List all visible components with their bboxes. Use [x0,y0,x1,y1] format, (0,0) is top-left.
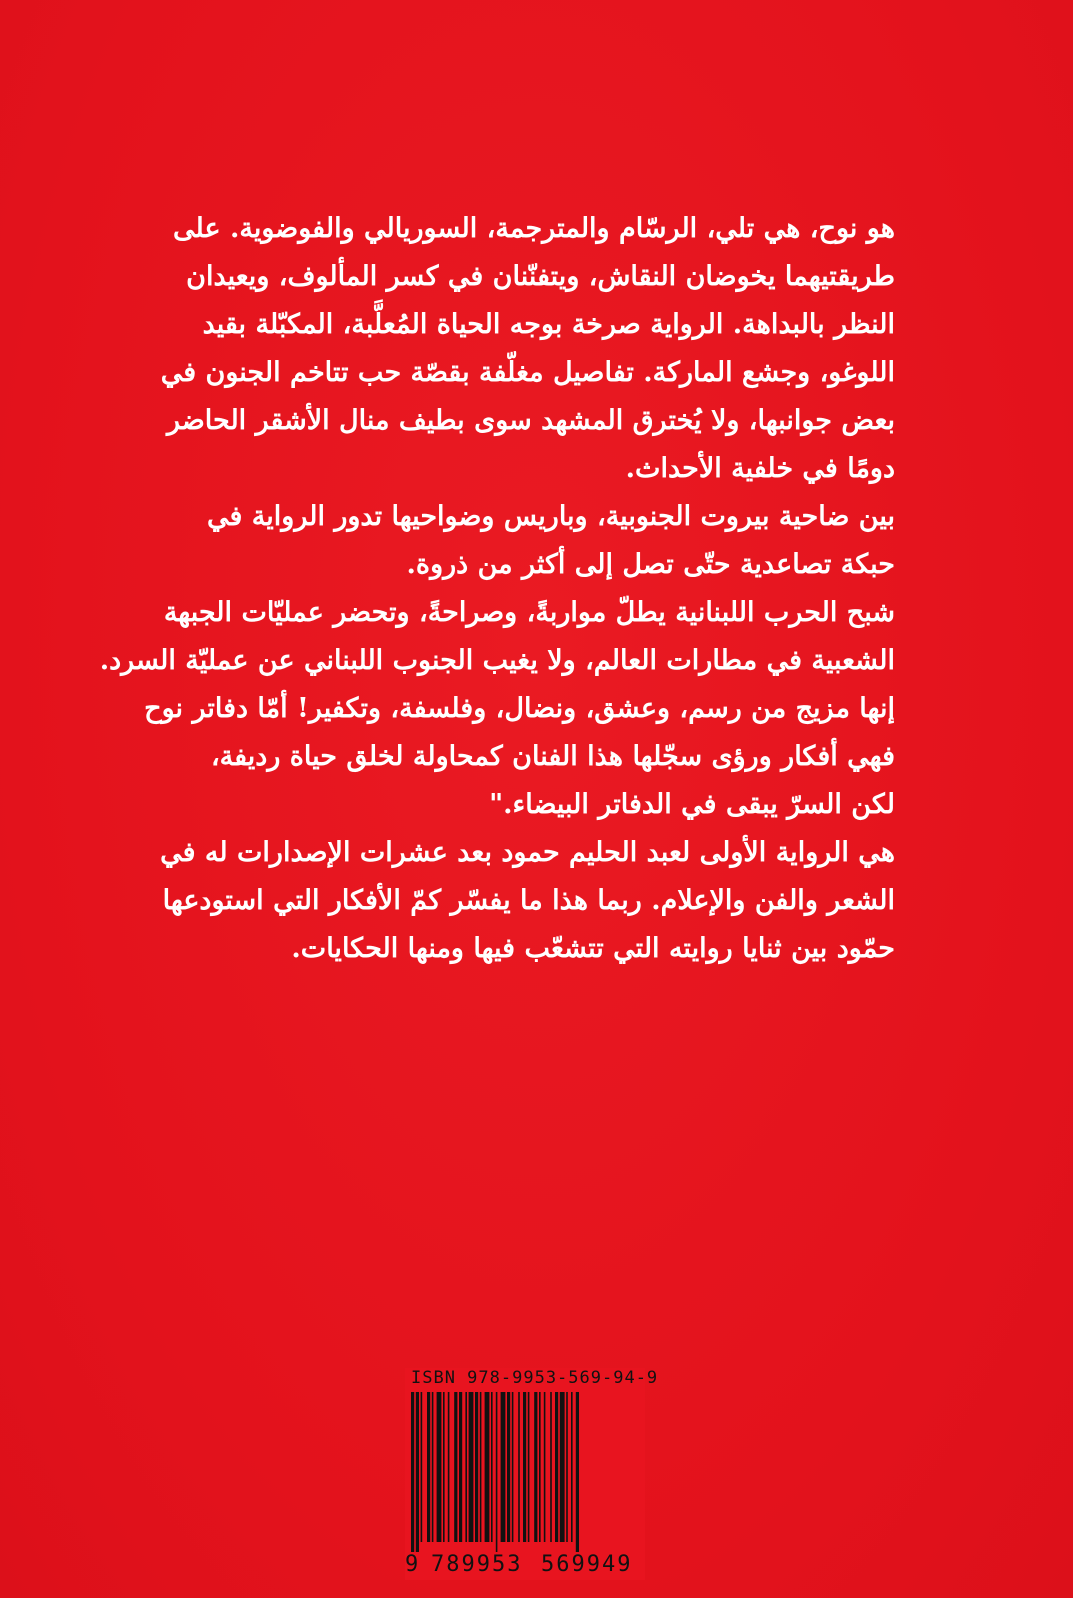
blurb-line: هي الرواية الأولى لعبد الحليم حمود بعد عشرات الإصدارات له في [160,837,895,868]
blurb-line: الشعبية في مطارات العالم، ولا يغيب الجنوب اللبناني عن عمليّة السرد. [99,645,895,676]
blurb-line: لكن السرّ يبقى في الدفاتر البيضاء." [489,789,895,820]
blurb-line: حبكة تصاعدية حتّى تصل إلى أكثر من ذروة. [406,549,895,580]
blurb-line: شبح الحرب اللبنانية يطلّ مواربةً، وصراحةً، وتحضر عمليّات الجبهة [163,597,895,628]
barcode-left-digits: 789953 [431,1552,523,1577]
barcode-bar [465,1392,467,1542]
isbn-barcode [405,1368,659,1580]
barcode-right-digits: 569949 [541,1552,633,1577]
barcode-bar [437,1392,442,1542]
barcode-bar [544,1392,546,1542]
barcode-bar [534,1392,537,1542]
barcode-bar [576,1392,579,1552]
blurb-line: بعض جوانبها، ولا يُخترق المشهد سوى بطيف منال الأشقر الحاضر [166,405,895,436]
barcode-bar [528,1392,530,1542]
barcode-bar [501,1392,506,1542]
barcode-bar [416,1392,419,1552]
barcode-bar [411,1392,414,1552]
blurb-line: دومًا في خلفية الأحداث. [625,453,895,484]
barcode-bar [523,1392,526,1542]
barcode-bar [459,1392,462,1542]
barcode-bar [454,1392,457,1542]
barcode-bar [560,1392,565,1542]
barcode-bar [512,1392,514,1542]
barcode-bar [443,1392,445,1542]
barcode-bar [469,1392,474,1542]
blurb-line: اللوغو، وجشع الماركة. تفاصيل مغلّفة بقصّة حب تتاخم الجنون في [160,357,895,388]
blurb-line: فهي أفكار ورؤى سجّلها هذا الفنان كمحاولة لخلق حياة رديفة، [210,741,895,772]
barcode-first-digit: 9 [405,1552,419,1577]
barcode-bars [409,1392,641,1552]
blurb-line: طريقتيهما يخوضان النقاش، ويتفنّنان في كسر المألوف، ويعيدان [186,261,895,292]
blurb-line: النظر بالبداهة. الرواية صرخة بوجه الحياة المُعلَّبة، المكبّلة بقيد [202,309,895,340]
barcode-bar [507,1392,510,1542]
barcode-bar [448,1392,450,1542]
isbn-label: ISBN 978-9953-569-94-9 [411,1368,659,1388]
barcode-bar [566,1392,568,1542]
barcode-bar [480,1392,482,1542]
barcode-bar [475,1392,478,1542]
barcode-bar [485,1392,490,1542]
barcode-bar [427,1392,430,1542]
barcode-bar [432,1392,434,1542]
blurb-line: هو نوح، هي تلي، الرسّام والمترجمة، السوريالي والفوضوية. على [173,213,895,244]
barcode-bar [555,1392,558,1542]
blurb-line: بين ضاحية بيروت الجنوبية، وباريس وضواحيها تدور الرواية في [206,501,895,532]
barcode-bar [491,1392,493,1542]
blurb-text [99,205,895,973]
barcode-bar [421,1392,423,1542]
barcode-bar [539,1392,541,1542]
blurb-line: الشعر والفن والإعلام. ربما هذا ما يفسّر كمّ الأفكار التي استودعها [162,885,895,916]
blurb-line: إنها مزيج من رسم، وعشق، ونضال، وفلسفة، وتكفير! أمّا دفاتر نوح [144,693,895,724]
barcode-bar [550,1392,552,1542]
barcode-bar [571,1392,573,1542]
barcode-bar [496,1392,498,1552]
barcode-bar [518,1392,520,1542]
blurb-line: حمّود بين ثنايا روايته التي تتشعّب فيها ومنها الحكايات. [291,933,895,964]
